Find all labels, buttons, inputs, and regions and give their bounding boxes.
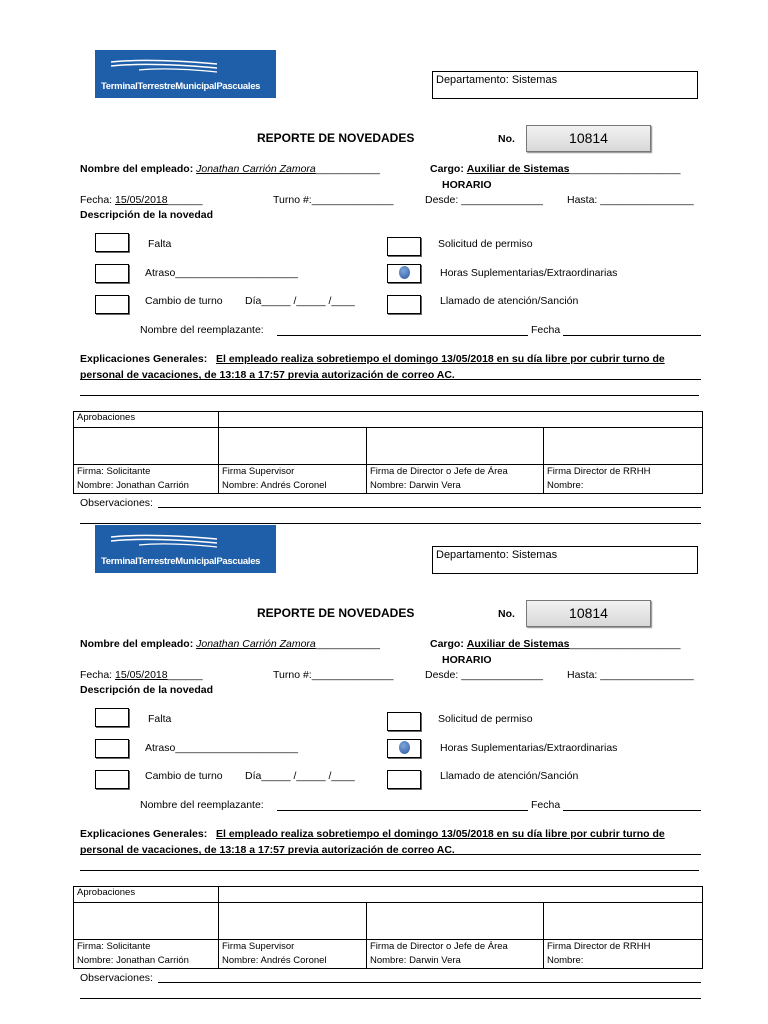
report-title: REPORTE DE NOVEDADES <box>257 131 415 145</box>
reemplazante-line <box>277 335 528 336</box>
horario-label: HORARIO <box>442 179 492 191</box>
nombre-label: Nombre: Darwin Vera <box>370 955 461 966</box>
horas-label: Horas Suplementarias/Extraordinarias <box>440 742 618 754</box>
cambio-turno-label: Cambio de turno <box>145 295 223 307</box>
desde-row <box>425 669 543 681</box>
signature-box[interactable] <box>544 428 703 465</box>
reemplazante-label: Nombre del reemplazante: <box>140 324 264 336</box>
horas-checkbox[interactable] <box>387 264 421 283</box>
cargo-row <box>430 638 680 650</box>
explicaciones-line-1 <box>80 379 701 380</box>
approvals-table <box>73 886 703 969</box>
horas-checkbox[interactable] <box>387 739 421 758</box>
hasta-label: Hasta: <box>567 194 598 206</box>
department-box <box>432 546 698 574</box>
hasta-row <box>567 194 694 206</box>
approvals-header: Aprobaciones <box>74 887 219 903</box>
turno-fill: ______________ <box>311 194 394 206</box>
desde-fill: ______________ <box>461 669 543 681</box>
signature-box[interactable] <box>219 903 367 940</box>
nombre-label: Nombre: Andrés Coronel <box>222 480 327 491</box>
explicaciones-label: Explicaciones Generales: <box>80 353 208 365</box>
atraso-label: Atraso_____________________ <box>145 742 298 754</box>
cargo-row <box>430 163 680 175</box>
hasta-fill: ________________ <box>600 669 694 681</box>
hasta-fill: ________________ <box>600 194 694 206</box>
employee-row <box>80 163 380 175</box>
department-box <box>432 71 698 99</box>
logo-lines-icon <box>109 58 219 74</box>
explicaciones-text-2: personal de vacaciones, de 13:18 a 17:57 previa autorización de correo AC. <box>80 369 455 381</box>
reemplazante-fecha-label: Fecha <box>531 799 561 811</box>
hasta-row <box>567 669 694 681</box>
approvals-header: Aprobaciones <box>74 412 219 428</box>
report-no-label: No. <box>498 133 515 145</box>
logo-text: TerminalTerrestreMunicipalPascuales <box>101 81 261 92</box>
cambio-turno-checkbox[interactable] <box>95 770 129 789</box>
approvals-header-blank <box>219 412 703 428</box>
turno-row <box>273 669 393 681</box>
dia-field: Día_____ /_____ /____ <box>245 295 355 307</box>
atraso-label: Atraso_____________________ <box>145 267 298 279</box>
nombre-label: Nombre: Jonathan Carrión <box>77 955 189 966</box>
department-value: Sistemas <box>511 549 558 561</box>
descripcion-label: Descripción de la novedad <box>80 209 214 221</box>
falta-checkbox[interactable] <box>95 708 129 727</box>
desde-row <box>425 194 543 206</box>
observaciones-label: Observaciones: <box>80 497 153 509</box>
firma-label: Firma: Solicitante <box>77 941 151 952</box>
company-logo <box>95 50 276 98</box>
report-number: 10814 <box>526 600 651 627</box>
firma-label: Firma Director de RRHH <box>547 466 651 477</box>
permiso-checkbox[interactable] <box>387 237 421 256</box>
employee-value: Jonathan Carrión Zamora <box>196 163 316 175</box>
desde-fill: ______________ <box>461 194 543 206</box>
fecha-value: 15/05/2018 <box>115 669 168 681</box>
firma-label: Firma: Solicitante <box>77 466 151 477</box>
reemplazante-fecha-label: Fecha <box>531 324 561 336</box>
fecha-fill: ______ <box>167 669 203 681</box>
llamado-label: Llamado de atención/Sanción <box>440 295 579 307</box>
report-no-label: No. <box>498 608 515 620</box>
signature-cell <box>219 940 367 969</box>
firma-label: Firma Supervisor <box>222 466 295 477</box>
descripcion-label: Descripción de la novedad <box>80 684 214 696</box>
nombre-label: Nombre: Jonathan Carrión <box>77 480 189 491</box>
signature-cell <box>544 940 703 969</box>
explicaciones-text-1: El empleado realiza sobretiempo el domingo 13/05/2018 en su día libre por cubrir turno de <box>216 828 665 840</box>
logo-lines-icon <box>109 533 219 549</box>
observaciones-line-1 <box>158 982 701 983</box>
reemplazante-fecha-line <box>563 335 701 336</box>
cargo-value: Auxiliar de Sistemas <box>466 163 570 175</box>
falta-label: Falta <box>148 713 172 725</box>
horas-selected-indicator-icon <box>399 741 410 754</box>
falta-label: Falta <box>148 238 172 250</box>
nombre-label: Nombre: Darwin Vera <box>370 480 461 491</box>
fecha-row <box>80 194 203 206</box>
signature-cell <box>74 940 219 969</box>
department-value: Sistemas <box>511 74 558 86</box>
explicaciones-line-2 <box>80 870 699 871</box>
horario-label: HORARIO <box>442 654 492 666</box>
employee-fill: ___________ <box>315 163 381 175</box>
explicaciones-label: Explicaciones Generales: <box>80 828 208 840</box>
fecha-row <box>80 669 203 681</box>
llamado-checkbox[interactable] <box>387 770 421 789</box>
employee-label: Nombre del empleado: <box>80 638 194 650</box>
employee-label: Nombre del empleado: <box>80 163 194 175</box>
department-label: Departamento: <box>436 549 509 561</box>
signature-box[interactable] <box>544 903 703 940</box>
logo-text: TerminalTerrestreMunicipalPascuales <box>101 556 261 567</box>
cargo-label: Cargo: <box>430 638 464 650</box>
signature-box[interactable] <box>74 428 219 465</box>
observaciones-line-2 <box>80 998 701 999</box>
signature-box[interactable] <box>219 428 367 465</box>
desde-label: Desde: <box>425 194 459 206</box>
firma-label: Firma de Director o Jefe de Área <box>370 941 508 952</box>
cambio-turno-checkbox[interactable] <box>95 295 129 314</box>
dia-field: Día_____ /_____ /____ <box>245 770 355 782</box>
cargo-label: Cargo: <box>430 163 464 175</box>
explicaciones-line-1 <box>80 854 701 855</box>
falta-checkbox[interactable] <box>95 233 129 252</box>
nombre-label: Nombre: Andrés Coronel <box>222 955 327 966</box>
turno-fill: ______________ <box>311 669 394 681</box>
observaciones-label: Observaciones: <box>80 972 153 984</box>
permiso-label: Solicitud de permiso <box>438 238 533 250</box>
cargo-fill: ___________________ <box>569 163 681 175</box>
nombre-label: Nombre: <box>547 955 584 966</box>
explicaciones-text-1: El empleado realiza sobretiempo el domingo 13/05/2018 en su día libre por cubrir turno de <box>216 353 665 365</box>
horas-selected-indicator-icon <box>399 266 410 279</box>
turno-row <box>273 194 393 206</box>
llamado-label: Llamado de atención/Sanción <box>440 770 579 782</box>
turno-label: Turno #: <box>273 669 312 681</box>
report-form <box>0 475 768 984</box>
signature-box[interactable] <box>367 903 544 940</box>
permiso-label: Solicitud de permiso <box>438 713 533 725</box>
permiso-checkbox[interactable] <box>387 712 421 731</box>
reemplazante-label: Nombre del reemplazante: <box>140 799 264 811</box>
firma-label: Firma Supervisor <box>222 941 295 952</box>
cambio-turno-label: Cambio de turno <box>145 770 223 782</box>
nombre-label: Nombre: <box>547 480 584 491</box>
fecha-value: 15/05/2018 <box>115 194 168 206</box>
firma-label: Firma de Director o Jefe de Área <box>370 466 508 477</box>
report-form <box>0 0 768 509</box>
report-title: REPORTE DE NOVEDADES <box>257 606 415 620</box>
signature-cell <box>367 940 544 969</box>
explicaciones-text-2: personal de vacaciones, de 13:18 a 17:57 previa autorización de correo AC. <box>80 844 455 856</box>
reemplazante-fecha-line <box>563 810 701 811</box>
report-number: 10814 <box>526 125 651 152</box>
fecha-label: Fecha: <box>80 669 113 681</box>
horas-label: Horas Suplementarias/Extraordinarias <box>440 267 618 279</box>
cargo-fill: ___________________ <box>569 638 681 650</box>
employee-value: Jonathan Carrión Zamora <box>196 638 316 650</box>
company-logo <box>95 525 276 573</box>
desde-label: Desde: <box>425 669 459 681</box>
hasta-label: Hasta: <box>567 669 598 681</box>
explicaciones-line-2 <box>80 395 699 396</box>
reemplazante-line <box>277 810 528 811</box>
department-label: Departamento: <box>436 74 509 86</box>
turno-label: Turno #: <box>273 194 312 206</box>
fecha-fill: ______ <box>167 194 203 206</box>
fecha-label: Fecha: <box>80 194 113 206</box>
atraso-checkbox[interactable] <box>95 264 129 283</box>
llamado-checkbox[interactable] <box>387 295 421 314</box>
employee-fill: ___________ <box>315 638 381 650</box>
employee-row <box>80 638 380 650</box>
signature-box[interactable] <box>74 903 219 940</box>
atraso-checkbox[interactable] <box>95 739 129 758</box>
signature-box[interactable] <box>367 428 544 465</box>
firma-label: Firma Director de RRHH <box>547 941 651 952</box>
approvals-header-blank <box>219 887 703 903</box>
cargo-value: Auxiliar de Sistemas <box>466 638 570 650</box>
